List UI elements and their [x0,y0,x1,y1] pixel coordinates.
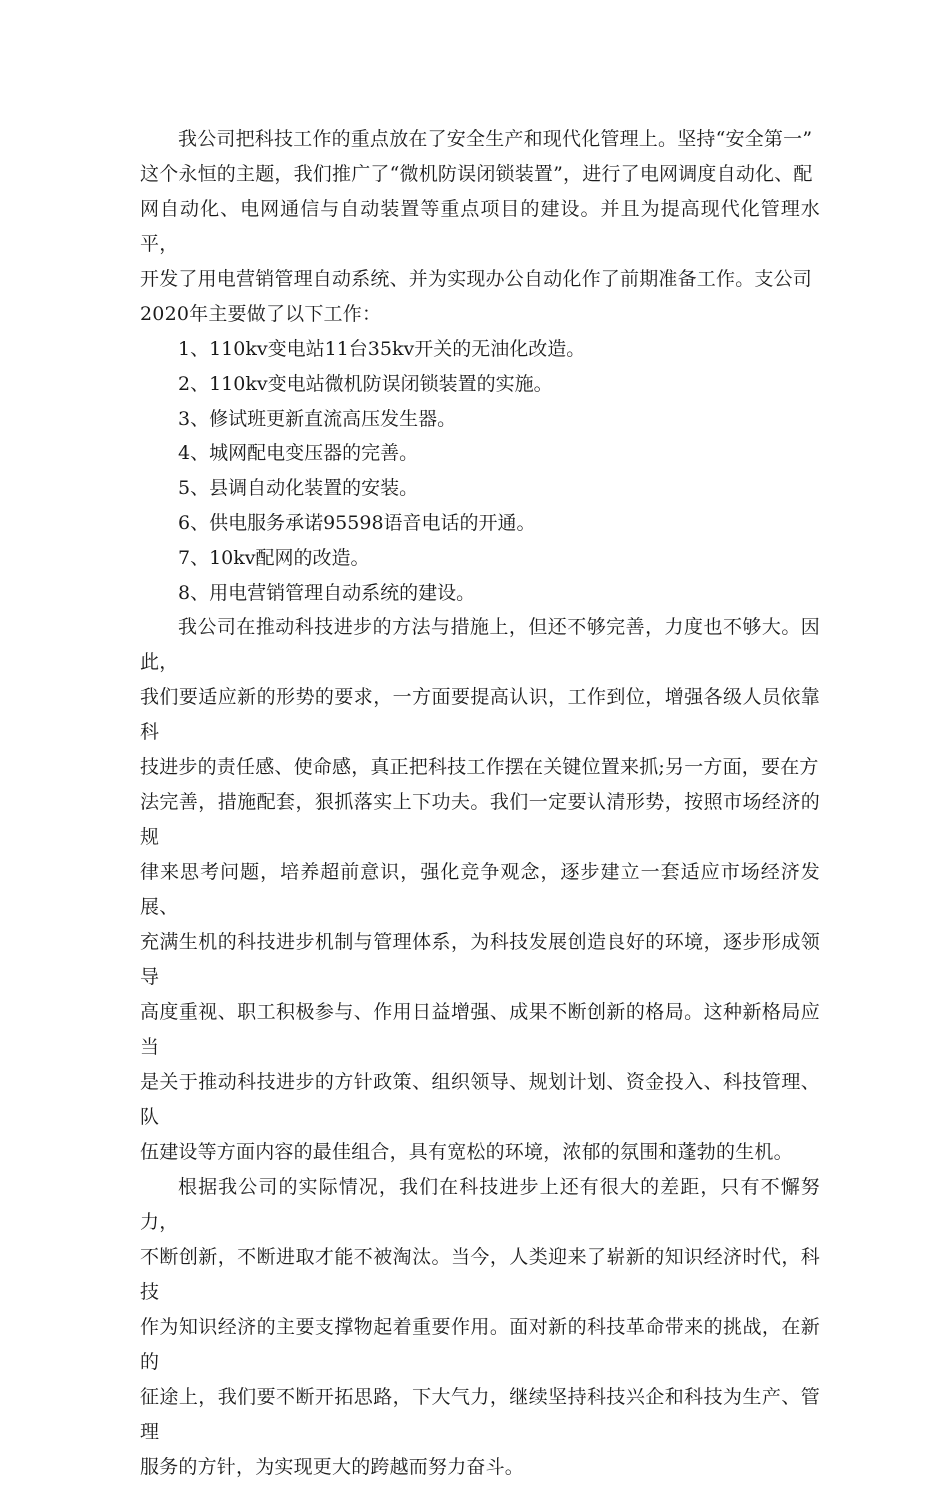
paragraph-3: 根据我公司的实际情况，我们在科技进步上还有很大的差距，只有不懈努力， 不断创新，不断进取才能不被淘汰。当今，人类迎来了崭新的知识经济时代，科技 作为知识经济的主要支撑物起着重要作用。面对新的科技革命带来的挑战，在新的 征途上，我们要不断开拓思路，下大气力，继续坚持科技兴企和科技为生产、管理 服务的方针，为实现更大的跨越而努力奋斗。 [140,1176,820,1479]
list-item: 8、用电营销管理自动系统的建设。 [178,581,476,604]
work-list [140,332,820,610]
list-item: 1、110kv变电站11台35kv开关的无油化改造。 [178,338,586,360]
paragraph-1: 我公司把科技工作的重点放在了安全生产和现代化管理上。坚持“安全第一” 这个永恒的主题，我们推广了“微机防误闭锁装置”，进行了电网调度自动化、配 网自动化、电网通信与自动装置等重点项目的建设。并且为提高现代化管理水平， 开发了用电营销管理自动系统、并为实现办公自动化作了前期准备工作。支公司 2020年主要做了以下工作： [140,128,820,325]
list-item: 4、城网配电变压器的完善。 [178,442,419,465]
list-item: 7、10kv配网的改造。 [178,546,370,569]
list-item: 5、县调自动化装置的安装。 [178,477,419,500]
list-item: 2、110kv变电站微机防误闭锁装置的实施。 [178,372,553,395]
paragraph-2: 我公司在推动科技进步的方法与措施上，但还不够完善，力度也不够大。因此， 我们要适应新的形势的要求，一方面要提高认识，工作到位，增强各级人员依靠科 技进步的责任感、使命感，真正把科技工作摆在关键位置来抓;另一方面，要在方 法完善，措施配套，狠抓落实上下功夫。我们一定要认清形势，按照市场经济的规 律来思考问题，培养超前意识，强化竞争观念，逐步建立一套适应市场经济发展、 充满生机的科技进步机制与管理体系，为科技发展创造良好的环境，逐步形成领导 高度重视、职工积极参与、作用日益增强、成果不断创新的格局。这种新格局应当 是关于推动科技进步的方针政策、组织领导、规划计划、资金投入、科技管理、队 伍建设等方面内容的最佳组合，具有宽松的环境，浓郁的氛围和蓬勃的生机。 [140,616,820,1164]
list-item: 3、修试班更新直流高压发生器。 [178,407,457,430]
list-item: 6、供电服务承诺95598语音电话的开通。 [178,511,536,534]
document-page [140,122,820,1485]
